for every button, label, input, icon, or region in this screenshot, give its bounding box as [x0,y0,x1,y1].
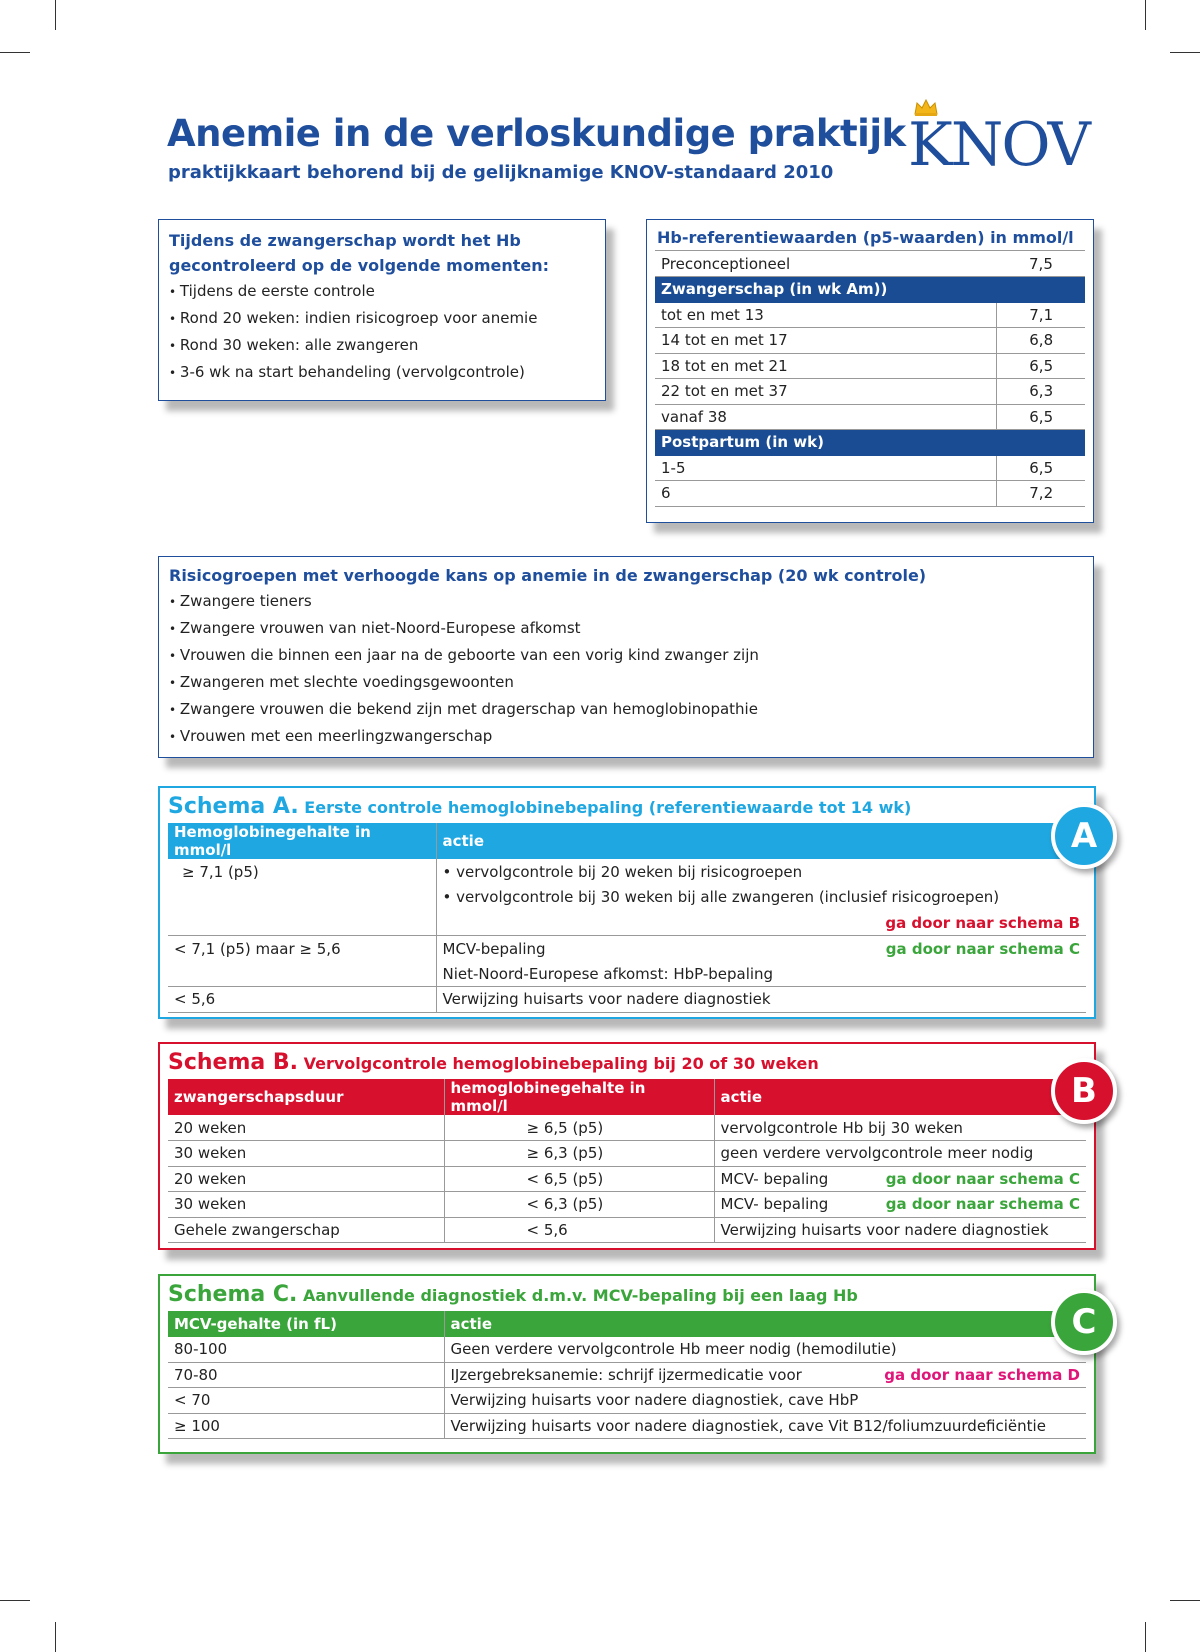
table-row [168,885,1086,911]
action-text: geen verdere vervolgcontrole meer nodig [720,1144,1034,1163]
schema-c-title [168,1280,1086,1311]
table-row [168,961,1086,987]
table-row [655,302,1085,328]
crop-mark [55,1622,56,1652]
schema-b [158,1042,1096,1250]
band-header [655,430,1085,456]
crop-mark [1170,52,1200,53]
schema-subtitle: Vervolgcontrole hemoglobinebepaling bij 20 of 30 weken [303,1054,819,1073]
goto-schema-c-link[interactable]: ga door naar schema C [885,1169,1080,1188]
hb-value: < 7,1 (p5) maar ≥ 5,6 [174,939,341,958]
hb-cell: ≥ 6,3 (p5) [444,1141,714,1167]
ref-value: 6,3 [997,379,1085,405]
reference-values-box [646,219,1094,523]
ref-value: 7,1 [997,302,1085,328]
goto-schema-c-link[interactable]: ga door naar schema C [885,1195,1080,1214]
goto-schema-b-link[interactable]: ga door naar schema B [885,913,1080,932]
table-header-row [168,823,1086,859]
schema-a-table [168,823,1086,1013]
schema-subtitle: Aanvullende diagnostiek d.m.v. MCV-bepaling bij een laag Hb [302,1286,858,1305]
ref-value: 6,5 [997,353,1085,379]
action-text: Verwijzing huisarts voor nadere diagnostiek, cave HbP [450,1391,859,1410]
action-text: IJzergebreksanemie: schrijf ijzermedicatie voor [450,1365,802,1384]
table-row [168,936,1086,962]
schema-a-badge: A [1051,803,1117,869]
duration-cell: 30 weken [168,1141,444,1167]
table-header-row [168,1311,1086,1337]
table-row [168,859,1086,885]
action-text: Verwijzing huisarts voor nadere diagnostiek, cave Vit B12/foliumzuurdeficiëntie [450,1416,1046,1435]
crop-mark [55,0,56,30]
list-item: • Zwangere vrouwen die bekend zijn met dragerschap van hemoglobinopathie [169,696,1083,723]
duration-cell: Gehele zwangerschap [168,1217,444,1243]
action-text: MCV- bepaling [720,1195,829,1214]
ref-label: 6 [655,481,997,507]
ref-label: vanaf 38 [655,404,997,430]
action-text: • vervolgcontrole bij 20 weken bij risicogroepen [436,859,1086,885]
reference-title: Hb-referentiewaarden (p5-waarden) in mmol/l [655,226,1085,251]
action-text: Verwijzing huisarts voor nadere diagnostiek [720,1220,1049,1239]
goto-schema-d-link[interactable]: ga door naar schema D [884,1365,1080,1384]
column-header: Hemoglobinegehalte in mmol/l [168,823,436,859]
schema-label: Schema B. [168,1050,299,1075]
table-row [168,987,1086,1013]
action-text: vervolgcontrole Hb bij 30 weken [720,1118,963,1137]
schema-b-table [168,1079,1086,1243]
duration-cell: 20 weken [168,1115,444,1141]
action-text: MCV-bepaling [442,939,546,958]
schema-c [158,1274,1096,1454]
column-header: actie [444,1311,1086,1337]
controle-moments-box [158,219,606,401]
hb-cell: ≥ 6,5 (p5) [444,1115,714,1141]
action-text: • vervolgcontrole bij 30 weken bij alle zwangeren (inclusief risicogroepen) [436,885,1086,911]
risk-groups-box [158,556,1094,758]
ref-value: 6,8 [997,328,1085,354]
ref-label: 14 tot en met 17 [655,328,997,354]
ref-label: 18 tot en met 21 [655,353,997,379]
ref-label: tot en met 13 [655,302,997,328]
table-row [168,910,1086,936]
schema-c-table [168,1311,1086,1439]
hb-cell: < 6,5 (p5) [444,1166,714,1192]
crop-mark [1170,1600,1200,1601]
list-item: • Zwangere tieners [169,588,1083,615]
table-row [168,1141,1086,1167]
zwangerschap-header: Zwangerschap (in wk Am)) [655,277,1085,303]
hb-cell: < 6,3 (p5) [444,1192,714,1218]
table-row [655,455,1085,481]
list-item: • Vrouwen met een meerlingzwangerschap [169,723,1083,750]
ref-value: 7,5 [997,251,1085,277]
table-row [655,353,1085,379]
table-header-row [168,1079,1086,1115]
schema-b-badge: B [1051,1058,1117,1124]
hb-value: < 5,6 [168,987,436,1013]
ref-label: 1-5 [655,455,997,481]
action-text: Verwijzing huisarts voor nadere diagnostiek [436,987,1086,1013]
table-row [168,1217,1086,1243]
crop-mark [1145,1622,1146,1652]
schema-a [158,786,1096,1019]
crop-mark [1145,0,1146,30]
list-item: • Zwangeren met slechte voedingsgewoonten [169,669,1083,696]
list-item: • Zwangere vrouwen van niet-Noord-Europese afkomst [169,615,1083,642]
table-row [655,481,1085,507]
ref-label: 22 tot en met 37 [655,379,997,405]
page-subtitle: praktijkkaart behorend bij de gelijknamige KNOV-standaard 2010 [168,162,834,183]
duration-cell: 30 weken [168,1192,444,1218]
goto-schema-c-link[interactable]: ga door naar schema C [885,939,1080,958]
logo-text: KNOV [908,110,1089,180]
reference-table [655,251,1085,507]
column-header: actie [436,823,1086,859]
table-row [168,1337,1086,1363]
band-header [655,277,1085,303]
column-header: MCV-gehalte (in fL) [168,1311,444,1337]
table-row [168,1413,1086,1439]
schema-c-badge: C [1051,1289,1117,1355]
ref-value: 7,2 [997,481,1085,507]
table-row [168,1115,1086,1141]
mcv-cell: < 70 [168,1388,444,1414]
hb-cell: < 5,6 [444,1217,714,1243]
duration-cell: 20 weken [168,1166,444,1192]
risk-heading: Risicogroepen met verhoogde kans op anemie in de zwangerschap (20 wk controle) [169,566,927,585]
ref-value: 6,5 [997,404,1085,430]
table-row [655,379,1085,405]
column-header: zwangerschapsduur [168,1079,444,1115]
table-row [168,1192,1086,1218]
mcv-cell: 70-80 [168,1362,444,1388]
postpartum-header: Postpartum (in wk) [655,430,1085,456]
list-item: • Tijdens de eerste controle [169,278,595,305]
table-row [655,328,1085,354]
crop-mark [0,1600,30,1601]
schema-label: Schema C. [168,1282,298,1307]
table-row [168,1362,1086,1388]
column-header: hemoglobinegehalte in mmol/l [444,1079,714,1115]
controle-heading: Tijdens de zwangerschap wordt het Hb gecontroleerd op de volgende momenten: [169,231,550,275]
list-item: • Rond 20 weken: indien risicogroep voor anemie [169,305,595,332]
action-text: Niet-Noord-Europese afkomst: HbP-bepaling [436,961,1086,987]
knov-logo [908,98,1098,178]
schema-label: Schema A. [168,794,299,819]
mcv-cell: ≥ 100 [168,1413,444,1439]
ref-label: Preconceptioneel [655,251,997,277]
list-item: • 3-6 wk na start behandeling (vervolgcontrole) [169,359,595,386]
action-text: MCV- bepaling [720,1169,829,1188]
table-row [168,1388,1086,1414]
schema-b-title [168,1048,1086,1079]
controle-list [169,278,595,386]
risk-list [169,588,1083,750]
ref-value: 6,5 [997,455,1085,481]
hb-value: ≥ 7,1 (p5) [182,862,259,881]
table-row [655,251,1085,277]
page-title: Anemie in de verloskundige praktijk [167,112,906,155]
column-header: actie [714,1079,1086,1115]
schema-subtitle: Eerste controle hemoglobinebepaling (referentiewaarde tot 14 wk) [304,798,912,817]
list-item: • Vrouwen die binnen een jaar na de geboorte van een vorig kind zwanger zijn [169,642,1083,669]
schema-a-title [168,792,1086,823]
mcv-cell: 80-100 [168,1337,444,1363]
crop-mark [0,52,30,53]
table-row [655,404,1085,430]
action-text: Geen verdere vervolgcontrole Hb meer nodig (hemodilutie) [450,1340,897,1358]
list-item: • Rond 30 weken: alle zwangeren [169,332,595,359]
table-row [168,1166,1086,1192]
